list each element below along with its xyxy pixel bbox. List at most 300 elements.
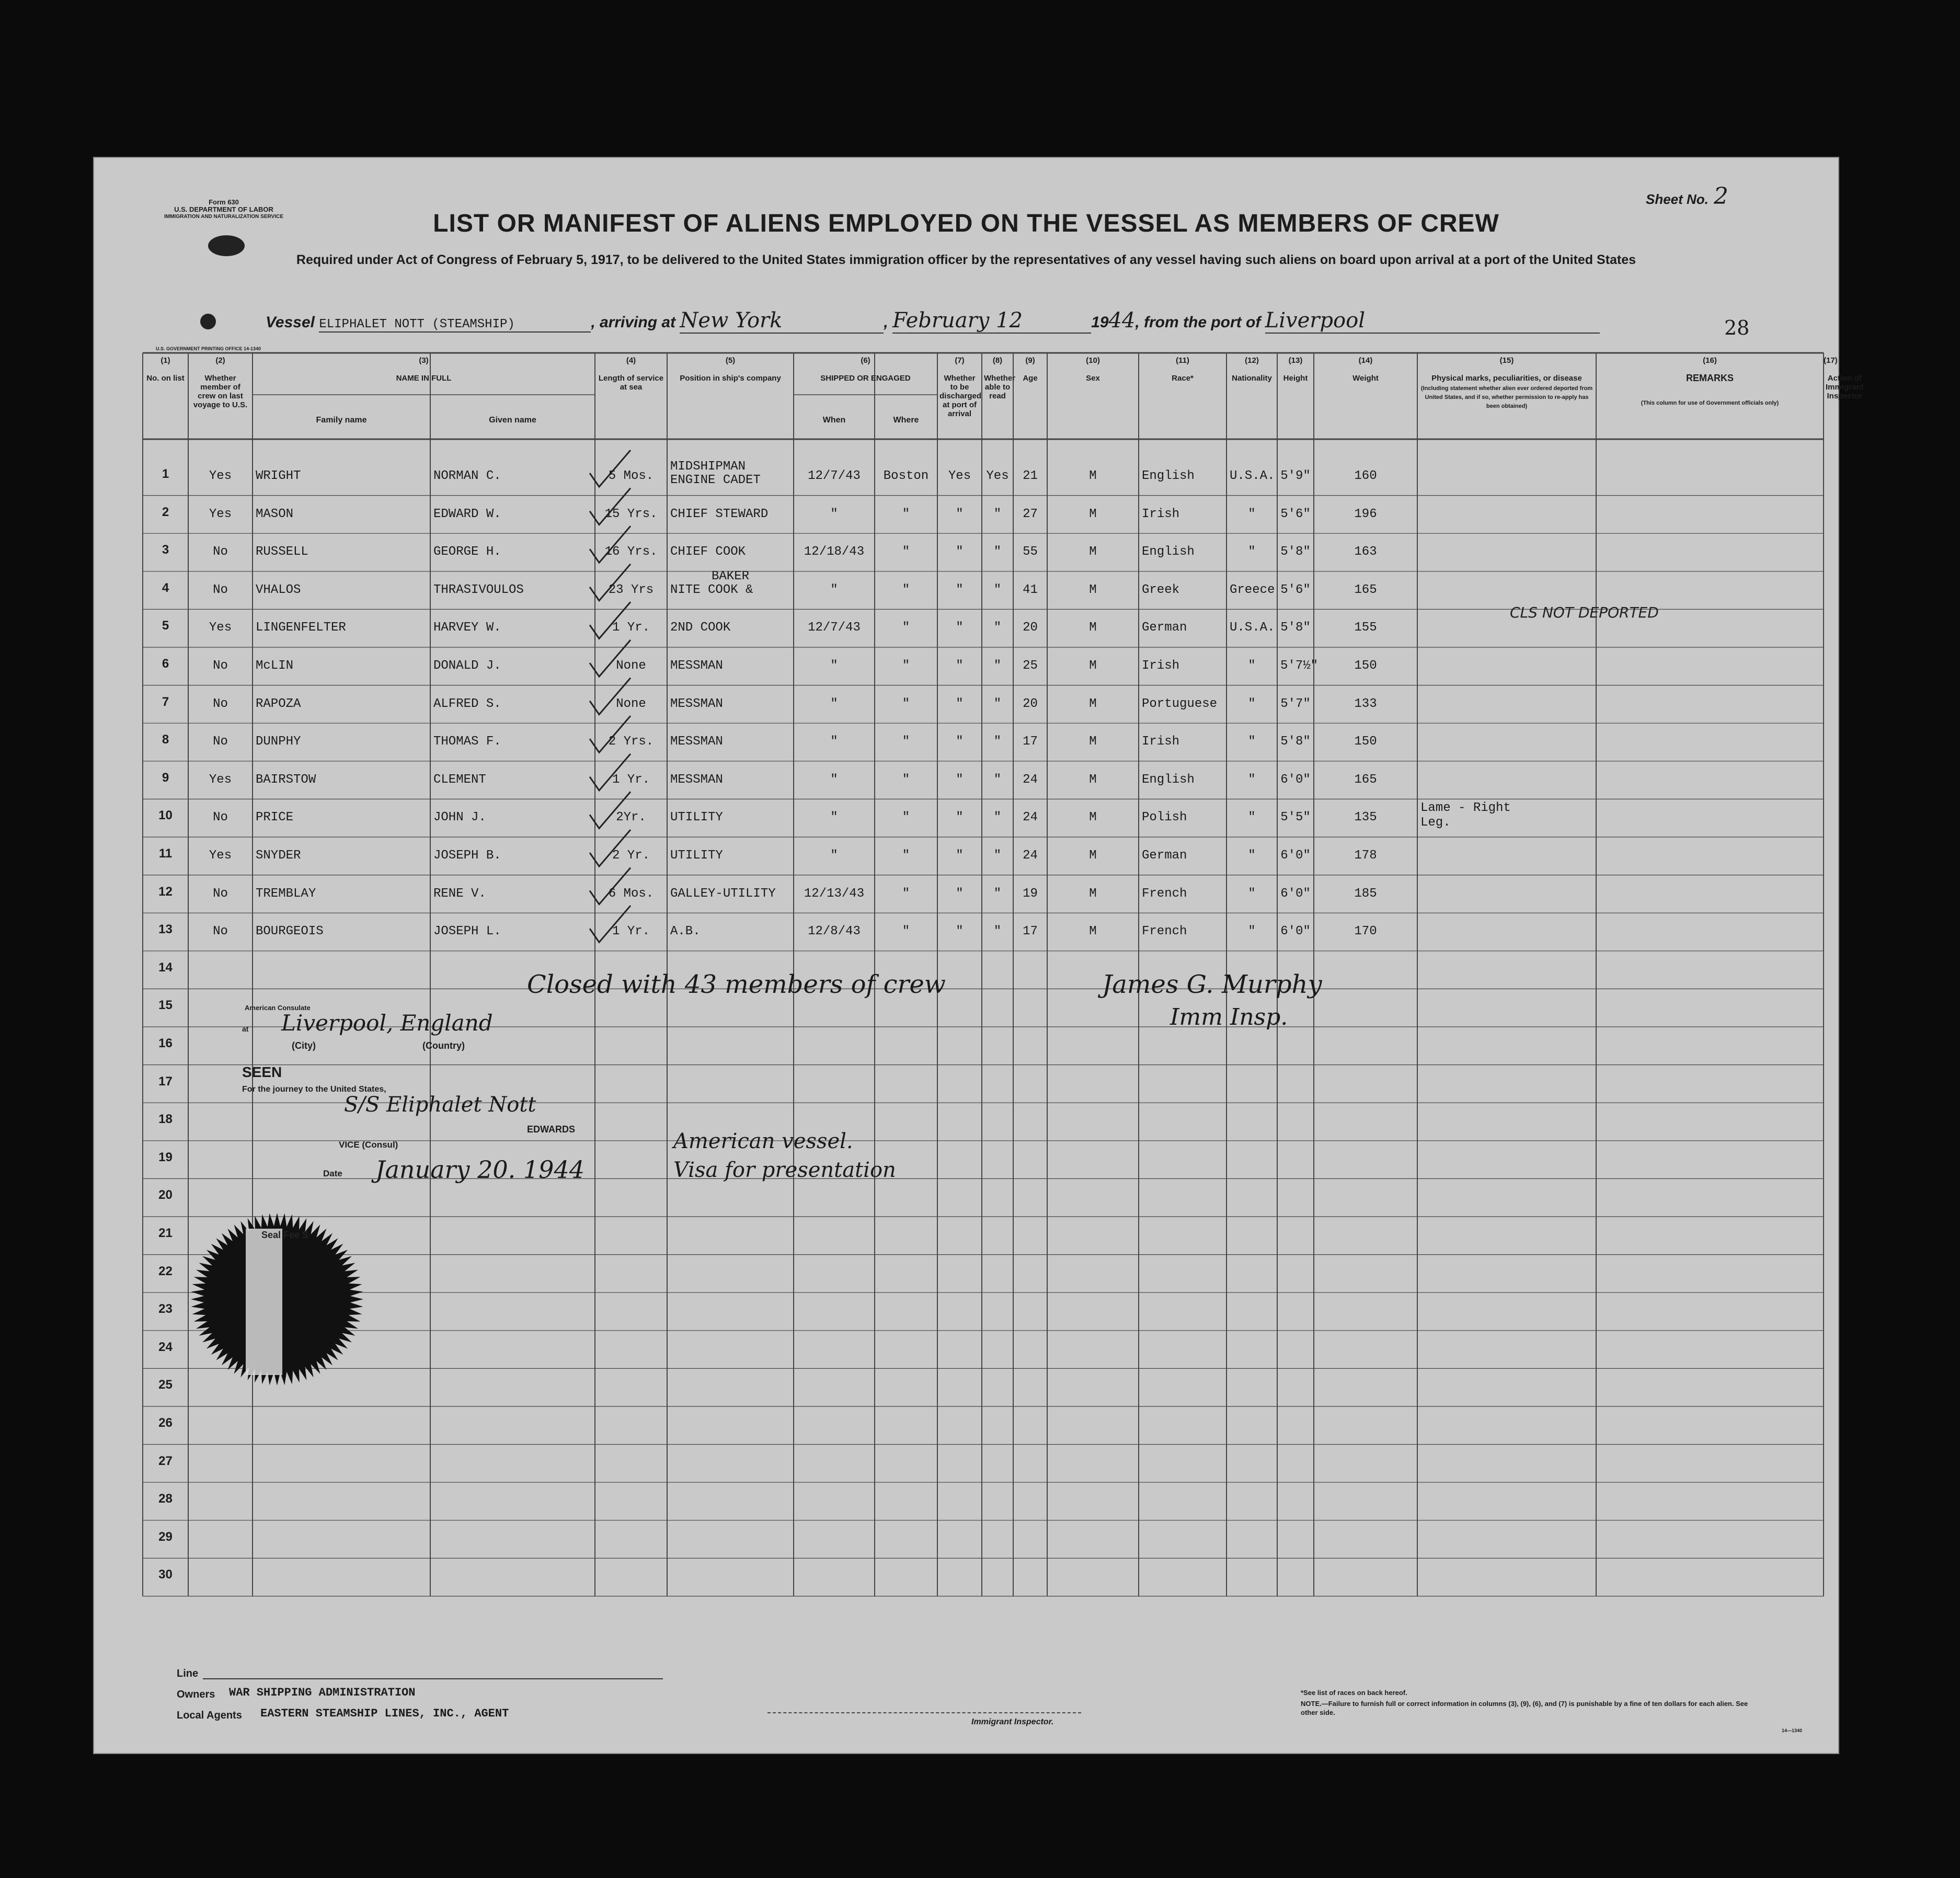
row-number: 13	[158, 922, 173, 937]
arrival-year: 44	[1108, 308, 1136, 333]
cell-service: 15 Yrs.	[604, 507, 658, 521]
cell-position-2: BAKER	[711, 569, 749, 583]
cell-prev: No	[213, 659, 228, 673]
cell-sex: M	[1089, 507, 1097, 521]
cell-sex: M	[1089, 469, 1097, 483]
cell-race: English	[1142, 772, 1195, 787]
cell-family: BAIRSTOW	[256, 772, 316, 787]
column-header: Action of Immigrant Inspector	[1826, 374, 1864, 400]
cell-position: NITE COOK &	[670, 582, 753, 597]
row-number: 14	[158, 960, 173, 975]
subheader-given: Given name	[489, 416, 536, 425]
cell-discharge: "	[956, 735, 964, 749]
country-label: (Country)	[422, 1040, 465, 1051]
cell-read: "	[993, 696, 1002, 711]
cell-weight: 133	[1354, 696, 1377, 711]
cell-where: "	[902, 545, 910, 559]
column-header: Height	[1283, 374, 1308, 383]
column-number: (8)	[992, 356, 1003, 365]
column-number: (5)	[725, 356, 736, 365]
cell-when: "	[830, 849, 838, 863]
cell-discharge: "	[956, 924, 964, 939]
form-code: 14—1340	[1782, 1728, 1803, 1733]
cell-nationality: "	[1248, 735, 1256, 749]
cell-age: 17	[1023, 735, 1038, 749]
cell-given: RENE V.	[433, 886, 486, 901]
row-number: 25	[158, 1378, 173, 1392]
row-number: 26	[158, 1416, 173, 1430]
cell-when: "	[830, 659, 838, 673]
cell-weight: 150	[1354, 659, 1377, 673]
arrival-date: February 12	[892, 308, 1091, 334]
cell-race: Irish	[1142, 507, 1180, 521]
embossed-seal	[183, 1208, 371, 1385]
cell-sex: M	[1089, 886, 1097, 901]
cell-sex: M	[1089, 810, 1097, 825]
column-number: (16)	[1703, 356, 1717, 365]
cell-prev: No	[213, 735, 228, 749]
cell-sex: M	[1089, 849, 1097, 863]
inspector-label: Immigrant Inspector.	[971, 1717, 1054, 1726]
column-header: NAME IN FULL	[396, 374, 452, 383]
cell-discharge: "	[956, 886, 964, 901]
cell-age: 24	[1023, 810, 1038, 825]
cell-when: 12/13/43	[804, 886, 865, 901]
cell-sex: M	[1089, 924, 1097, 939]
cell-prev: Yes	[209, 469, 232, 483]
seen-label: SEEN	[242, 1064, 282, 1080]
arriving-port: New York	[680, 308, 884, 334]
cell-race: English	[1142, 545, 1195, 559]
cell-nationality: Greece	[1230, 582, 1275, 597]
cell-where: "	[902, 924, 910, 939]
cell-family: DUNPHY	[256, 735, 301, 749]
cell-height: 5'8"	[1280, 621, 1311, 635]
row-number: 21	[158, 1226, 173, 1240]
row-number: 15	[158, 998, 173, 1013]
row-number: 1	[162, 467, 169, 481]
cell-prev: No	[213, 582, 228, 597]
cell-where: "	[902, 582, 910, 597]
cell-prev: No	[213, 545, 228, 559]
cell-weight: 178	[1354, 849, 1377, 863]
cell-prev: Yes	[209, 507, 232, 521]
cell-when: 12/7/43	[808, 469, 861, 483]
cell-sex: M	[1089, 772, 1097, 787]
cell-position: UTILITY	[670, 810, 723, 825]
row-number: 16	[158, 1036, 173, 1050]
cell-read: "	[993, 810, 1002, 825]
cell-prev: No	[213, 924, 228, 939]
vessel-name: ELIPHALET NOTT (STEAMSHIP)	[319, 317, 591, 333]
sheet-no: 2	[1713, 183, 1728, 210]
subheader-when: When	[822, 416, 846, 425]
closed-note: Closed with 43 members of crew	[527, 970, 946, 999]
cell-nationality: U.S.A.	[1230, 469, 1275, 483]
column-header: Whether member of crew on last voyage to U.S.	[193, 374, 248, 409]
row-number: 8	[162, 732, 169, 747]
cell-race: Portuguese	[1142, 696, 1218, 711]
column-number: (14)	[1358, 356, 1373, 365]
sheet-label: Sheet No.	[1646, 191, 1709, 207]
column-number: (1)	[161, 356, 170, 365]
owners-value: WAR SHIPPING ADMINISTRATION	[229, 1686, 416, 1699]
cell-when: "	[830, 507, 838, 521]
cell-nationality: "	[1248, 886, 1256, 901]
cell-race: German	[1142, 849, 1187, 863]
cell-given: HARVEY W.	[433, 621, 501, 635]
column-header: REMARKS	[1686, 373, 1734, 383]
cell-prev: Yes	[209, 621, 232, 635]
cell-service: 6 Mos.	[608, 886, 654, 901]
cell-age: 19	[1023, 886, 1038, 901]
column-header: Age	[1023, 374, 1038, 383]
owners-label: Owners	[177, 1689, 215, 1700]
row-number: 18	[158, 1112, 173, 1127]
cell-service: None	[616, 696, 646, 711]
column-header: Weight	[1352, 374, 1379, 383]
printer-line: U.S. GOVERNMENT PRINTING OFFICE 14-1340	[156, 346, 261, 351]
row-number: 12	[158, 884, 173, 899]
cell-height: 6'0"	[1280, 849, 1311, 863]
cell-position: MESSMAN	[670, 659, 723, 673]
cell-nationality: "	[1248, 696, 1256, 711]
form-number: Form 630	[209, 198, 239, 206]
cell-family: WRIGHT	[256, 469, 301, 483]
cell-read: "	[993, 545, 1002, 559]
cell-discharge: "	[956, 582, 964, 597]
department: U.S. DEPARTMENT OF LABOR	[174, 205, 273, 213]
cell-position: GALLEY-UTILITY	[670, 886, 776, 901]
row-number: 17	[158, 1074, 173, 1089]
cell-service: 2 Yrs.	[608, 735, 654, 749]
row-number: 19	[158, 1150, 173, 1164]
cell-read: "	[993, 849, 1002, 863]
row-number: 28	[158, 1492, 173, 1506]
column-number: (12)	[1245, 356, 1259, 365]
cell-race: English	[1142, 469, 1195, 483]
cell-read: "	[993, 659, 1002, 673]
cell-position: A.B.	[670, 924, 701, 939]
cell-age: 17	[1023, 924, 1038, 939]
column-number: (13)	[1288, 356, 1303, 365]
cell-height: 5'5"	[1280, 810, 1311, 825]
seal-text: Seal Fee S	[261, 1230, 309, 1240]
cell-service: 2 Yr.	[612, 849, 650, 863]
cell-where: "	[902, 772, 910, 787]
cell-discharge: "	[956, 696, 964, 711]
column-header: Whether able to read	[984, 374, 1015, 400]
column-number: (10)	[1086, 356, 1100, 365]
row-number: 30	[158, 1567, 173, 1582]
cell-weight: 135	[1354, 810, 1377, 825]
cell-read: Yes	[986, 469, 1009, 483]
cell-family: RUSSELL	[256, 545, 308, 559]
cell-where: "	[902, 507, 910, 521]
page-subtitle: Required under Act of Congress of February 5, 1917, to be delivered to the United States immigration officer by the representatives of any vessel having such aliens on board upon arrival at a port of the United States	[296, 253, 1636, 267]
cell-race: French	[1142, 924, 1187, 939]
cell-height: 5'6"	[1280, 582, 1311, 597]
row-number: 23	[158, 1302, 173, 1316]
city-label: (City)	[292, 1040, 316, 1051]
column-header: Length of service at sea	[598, 374, 664, 392]
row-number: 2	[162, 505, 169, 519]
cell-age: 55	[1023, 545, 1038, 559]
cell-position: MIDSHIPMAN	[670, 460, 746, 474]
cell-position: MESSMAN	[670, 735, 723, 749]
cell-service: None	[616, 659, 646, 673]
row-number: 6	[162, 657, 169, 671]
cell-age: 41	[1023, 582, 1038, 597]
cell-where: Boston	[883, 469, 929, 483]
cell-race: Greek	[1142, 582, 1180, 597]
cell-service: 16 Yrs.	[604, 545, 658, 559]
penalty-note: NOTE.—Failure to furnish full or correct information in columns (3), (9), (6), and (7) is punishable by a fine of ten dollars for each alien. See other side.	[1301, 1700, 1748, 1716]
row-number: 27	[158, 1453, 173, 1468]
at-label: at	[242, 1025, 249, 1033]
cell-nationality: "	[1248, 659, 1256, 673]
ship-handwritten: S/S Eliphalet Nott	[344, 1093, 536, 1117]
cell-weight: 155	[1354, 621, 1377, 635]
date-label: Date	[323, 1169, 342, 1178]
cell-where: "	[902, 735, 910, 749]
cell-position-2: ENGINE CADET	[670, 473, 761, 487]
cell-nationality: "	[1248, 772, 1256, 787]
cell-family: McLIN	[256, 659, 294, 673]
cell-given: DONALD J.	[433, 659, 501, 673]
row-number: 5	[162, 619, 169, 633]
cell-nationality: "	[1248, 924, 1256, 939]
cell-when: "	[830, 696, 838, 711]
cell-given: CLEMENT	[433, 772, 486, 787]
cell-weight: 185	[1354, 886, 1377, 901]
cell-family: MASON	[256, 507, 294, 521]
races-note: *See list of races on back hereof.	[1301, 1689, 1407, 1697]
cell-weight: 160	[1354, 469, 1377, 483]
cell-sex: M	[1089, 659, 1097, 673]
column-header: Physical marks, peculiarities, or disease	[1431, 374, 1582, 383]
cell-age: 25	[1023, 659, 1038, 673]
cell-sex: M	[1089, 735, 1097, 749]
cell-height: 5'7"	[1280, 696, 1311, 711]
cell-service: 1 Yr.	[612, 924, 650, 939]
line-label: Line	[177, 1668, 199, 1679]
cell-position: 2ND COOK	[670, 621, 731, 635]
cell-discharge: "	[956, 507, 964, 521]
journey-label: For the journey to the United States,	[242, 1085, 386, 1094]
consulate-city: Liverpool, England	[281, 1010, 493, 1036]
cell-race: German	[1142, 621, 1187, 635]
cell-service: 23 Yrs	[608, 582, 654, 597]
cell-nationality: "	[1248, 507, 1256, 521]
cell-nationality: U.S.A.	[1230, 621, 1275, 635]
cell-given: THRASIVOULOS	[433, 582, 524, 597]
cell-nationality: "	[1248, 849, 1256, 863]
cell-position: UTILITY	[670, 849, 723, 863]
cell-height: 5'6"	[1280, 507, 1311, 521]
row-number: 11	[158, 846, 173, 861]
column-header: Whether to be discharged at port of arrival	[939, 374, 982, 418]
arriving-label: , arriving at	[591, 314, 676, 331]
cell-service: 2Yr.	[616, 810, 646, 825]
cell-where: "	[902, 849, 910, 863]
cell-family: BOURGEOIS	[256, 924, 324, 939]
cell-position: MESSMAN	[670, 696, 723, 711]
cell-weight: 170	[1354, 924, 1377, 939]
year-prefix: 19	[1091, 314, 1109, 331]
agents-value: EASTERN STEAMSHIP LINES, INC., AGENT	[260, 1707, 509, 1720]
cell-discharge: "	[956, 545, 964, 559]
cell-height: 5'8"	[1280, 735, 1311, 749]
inspector-note: (This column for use of Government officials only)	[1641, 400, 1779, 406]
visa-note: Visa for presentation	[673, 1158, 896, 1182]
cell-nationality: "	[1248, 545, 1256, 559]
cell-when: 12/18/43	[804, 545, 865, 559]
vice-consul-label: VICE (Consul)	[339, 1140, 398, 1150]
cell-weight: 196	[1354, 507, 1377, 521]
american-vessel-note: American vessel.	[673, 1129, 853, 1153]
cell-age: 21	[1023, 469, 1038, 483]
sheet-stamp-number: 28	[1724, 316, 1750, 339]
column-number: (6)	[861, 356, 870, 365]
column-header: SHIPPED OR ENGAGED	[820, 374, 911, 383]
cell-given: EDWARD W.	[433, 507, 501, 521]
cell-where: "	[902, 659, 910, 673]
cell-family: LINGENFELTER	[256, 621, 346, 635]
cell-service: 1 Yr.	[612, 772, 650, 787]
cell-prev: No	[213, 696, 228, 711]
column-header: Position in ship's company	[680, 374, 781, 383]
row-number: 3	[162, 543, 169, 557]
cell-prev: Yes	[209, 849, 232, 863]
cell-when: 12/7/43	[808, 621, 861, 635]
cell-when: "	[830, 735, 838, 749]
consulate-label: American Consulate	[245, 1004, 311, 1012]
cell-position: CHIEF COOK	[670, 545, 746, 559]
cell-weight: 165	[1354, 772, 1377, 787]
inspector-signature-line	[767, 1712, 1081, 1713]
column-number: (15)	[1499, 356, 1514, 365]
cell-race: Irish	[1142, 659, 1180, 673]
column-number: (9)	[1025, 356, 1035, 365]
cell-height: 5'8"	[1280, 545, 1311, 559]
cell-family: PRICE	[256, 810, 294, 825]
cell-where: "	[902, 886, 910, 901]
cell-height: 6'0"	[1280, 924, 1311, 939]
cell-prev: No	[213, 886, 228, 901]
cell-where: "	[902, 621, 910, 635]
remark-cls: CLS NOT DEPORTED	[1510, 604, 1659, 621]
page-title: LIST OR MANIFEST OF ALIENS EMPLOYED ON THE VESSEL AS MEMBERS OF CREW	[433, 210, 1499, 237]
cell-sex: M	[1089, 696, 1097, 711]
departure-port: Liverpool	[1265, 308, 1600, 334]
cell-family: TREMBLAY	[256, 886, 316, 901]
cell-race: Polish	[1142, 810, 1187, 825]
cell-given: ALFRED S.	[433, 696, 501, 711]
row-number: 22	[158, 1264, 173, 1278]
manifest-sheet	[93, 157, 1864, 1754]
cell-race: French	[1142, 886, 1187, 901]
subheader-where: Where	[893, 416, 919, 425]
cell-family: SNYDER	[256, 849, 301, 863]
cell-when: 12/8/43	[808, 924, 861, 939]
cell-discharge: "	[956, 621, 964, 635]
cell-given: JOHN J.	[433, 810, 486, 825]
column-number: (11)	[1176, 356, 1189, 365]
cell-discharge: Yes	[948, 469, 971, 483]
row-number: 29	[158, 1529, 173, 1544]
consul-date: January 20. 1944	[375, 1155, 584, 1184]
column-header: No. on list	[146, 374, 185, 383]
column-number: (7)	[955, 356, 965, 365]
cell-marks-2: Leg.	[1420, 816, 1451, 830]
cell-when: "	[830, 810, 838, 825]
row-number: 24	[158, 1339, 173, 1354]
cell-age: 24	[1023, 772, 1038, 787]
cell-given: GEORGE H.	[433, 545, 501, 559]
cell-age: 27	[1023, 507, 1038, 521]
consul-name: EDWARDS	[527, 1124, 576, 1135]
row-number: 20	[158, 1188, 173, 1203]
cell-read: "	[993, 507, 1002, 521]
column-header: Race*	[1172, 374, 1194, 383]
column-number: (17)	[1824, 356, 1838, 365]
column-number: (3)	[419, 356, 429, 365]
cell-nationality: "	[1248, 810, 1256, 825]
service: IMMIGRATION AND NATURALIZATION SERVICE	[164, 214, 283, 220]
cell-read: "	[993, 886, 1002, 901]
cell-age: 24	[1023, 849, 1038, 863]
row-number: 9	[162, 770, 169, 785]
column-header: Nationality	[1232, 374, 1272, 383]
cell-height: 5'7½"	[1280, 659, 1319, 673]
cell-read: "	[993, 924, 1002, 939]
inspector-title: Imm Insp.	[1170, 1004, 1288, 1030]
cell-weight: 150	[1354, 735, 1377, 749]
agents-label: Local Agents	[177, 1710, 242, 1721]
cell-discharge: "	[956, 772, 964, 787]
cell-position: CHIEF STEWARD	[670, 507, 769, 521]
column-header: Sex	[1086, 374, 1100, 383]
vessel-line: Vessel ELIPHALET NOTT (STEAMSHIP) , arriving at New York , February 12 1944, from the port of Liverpool	[266, 308, 1600, 334]
cell-service: 5 Mos.	[608, 469, 654, 483]
row-number: 7	[162, 694, 169, 709]
vessel-label: Vessel	[266, 314, 315, 331]
cell-read: "	[993, 582, 1002, 597]
cell-sex: M	[1089, 582, 1097, 597]
cell-prev: No	[213, 810, 228, 825]
cell-discharge: "	[956, 810, 964, 825]
cell-height: 6'0"	[1280, 772, 1311, 787]
cell-age: 20	[1023, 621, 1038, 635]
cell-discharge: "	[956, 849, 964, 863]
cell-position: MESSMAN	[670, 772, 723, 787]
subheader-family: Family name	[316, 416, 367, 425]
remarks-note: (Including statement whether alien ever ordered deported from United States, and if so, whether permission to re-apply has been obtained)	[1420, 385, 1593, 409]
cell-when: "	[830, 582, 838, 597]
line-underline	[203, 1678, 663, 1679]
cell-prev: Yes	[209, 772, 232, 787]
cell-race: Irish	[1142, 735, 1180, 749]
cell-given: JOSEPH B.	[433, 849, 501, 863]
cell-given: THOMAS F.	[433, 735, 501, 749]
cell-sex: M	[1089, 621, 1097, 635]
cell-weight: 165	[1354, 582, 1377, 597]
cell-read: "	[993, 621, 1002, 635]
cell-given: NORMAN C.	[433, 469, 501, 483]
row-number: 4	[162, 580, 169, 595]
cell-weight: 163	[1354, 545, 1377, 559]
